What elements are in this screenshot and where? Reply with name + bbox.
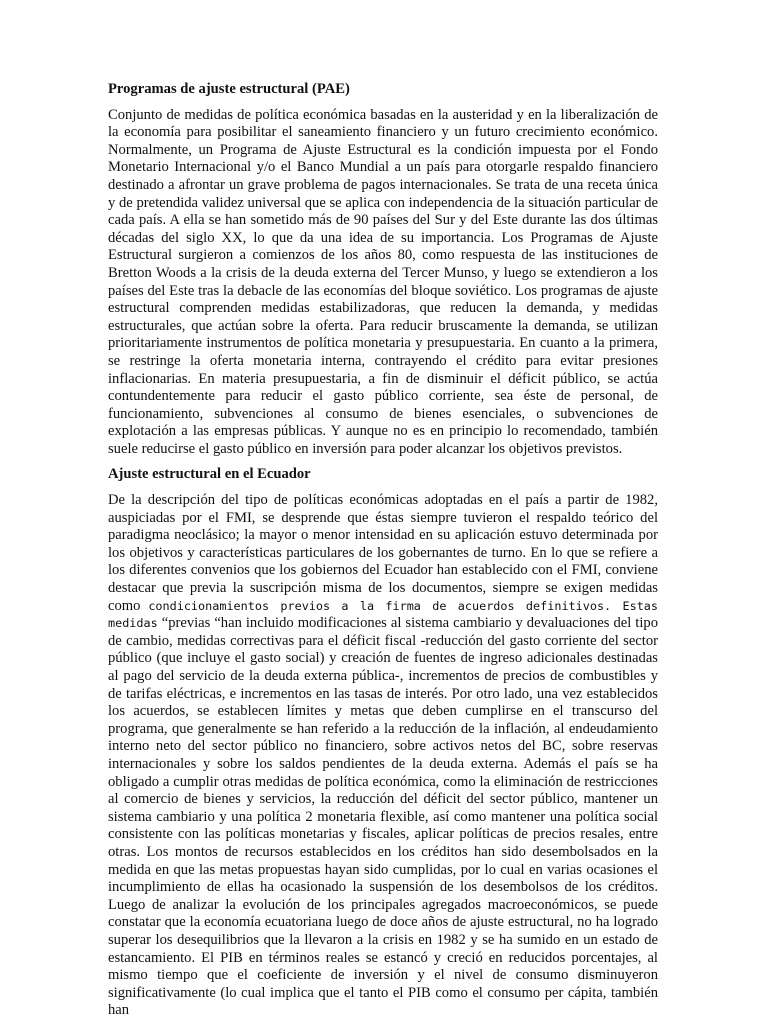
paragraph-pae: Conjunto de medidas de política económica basadas en la austeridad y en la liberalización de la economía para posibilitar el saneamiento financiero y un futuro crecimiento económico. Normalmente, un Programa de Ajuste Estructural es la condición impuesta por el Fondo Monetario Internacional y/o el Banco Mundial a un país para otorgarle respaldo financiero destinado a afrontar un grave problema de pagos internacionales. Se trata de una receta única y de pretendida validez universal que se aplica con independencia de la situación particular de cada país. A ella se han sometido más de 90 países del Sur y del Este durante las dos últimas décadas del siglo XX, lo que da una idea de su importancia. Los Programas de Ajuste Estructural surgieron a comienzos de los años 80, como respuesta de las instituciones de Bretton Woods a la crisis de la deuda externa del Tercer Munso, y luego se extendieron a los países del Este tras la debacle de las economías del bloque soviético. Los programas de ajuste estructural comprenden medidas estabilizadoras, que reducen la demanda, y medidas estructurales, que actúan sobre la oferta. Para reducir bruscamente la demanda, se utilizan prioritariamente instrumentos de política monetaria y presupuestaria. En cuanto a la primera, se restringe la oferta monetaria interna, contrayendo el crédito para evitar presiones inflacionarias. En materia presupuestaria, a fin de disminuir el déficit público, se actúa contundentemente para reducir el gasto público corriente, sea éste de personal, de funcionamiento, subvenciones al consumo de bienes esenciales, o subvenciones de explotación a las empresas públicas. Y aunque no es en principio lo recomendado, también suele reducirse el gasto público en inversión para poder alcanzar los objetivos previstos. — [108, 106, 658, 457]
paragraph-ecuador — [108, 492, 658, 1020]
section-heading-ecuador: Ajuste estructural en el Ecuador — [108, 466, 311, 483]
section-heading-pae: Programas de ajuste estructural (PAE) — [108, 81, 350, 97]
document-page — [108, 81, 658, 1028]
paragraph-ecuador-text-1: De la descripción del tipo de políticas económicas adoptadas en el país a partir de 1982, auspiciadas por el FMI, se desprende que éstas siempre tuvieron el respaldo teórico del paradigma neoclásico; la mayor o menor intensidad en su aplicación estuvo determinada por los objetivos y características particulares de los gobernantes de turno. En lo que se refiere a los diferentes convenios que los gobiernos del Ecuador han establecido con el FMI, conviene destacar que previa la suscripción misma de los documentos, siempre se exigen medidas como — [108, 492, 658, 614]
paragraph-ecuador-mono-text: condicionamientos previos a la firma de acuerdos definitivos. Estas medidas — [108, 598, 659, 631]
paragraph-ecuador-text-2: “previas “han incluido modificaciones al sistema cambiario y devaluaciones del tipo de cambio, medidas correctivas para el déficit fiscal -reducción del gasto corriente del sector público (que incluye el gasto social) y creación de fuentes de ingreso adicionales destinadas al pago del servicio de la deuda externa pública-, incrementos de precios de combustibles y de tarifas eléctricas, e incrementos en las tasas de interés. Por otro lado, una vez establecidos los acuerdos, se establecen límites y metas que deben cumplirse en el transcurso del programa, que generalmente se han referido a la reducción de la inflación, al endeudamiento interno neto del sector público no financiero, sobre activos netos del BC, sobre reservas internacionales y sobre los saldos pendientes de la deuda externa. Además el país se ha obligado a cumplir otras medidas de política económica, como la eliminación de restricciones al comercio de bienes y servicios, la reducción del déficit del sector público, mantener un sistema cambiario y una política 2 monetaria flexible, así como mantener una política social consistente con las políticas monetarias y fiscales, aplicar políticas de precios resales, entre otras. Los montos de recursos establecidos en los créditos han sido desembolsados en la medida en que las metas propuestas hayan sido cumplidas, por lo cual en varias ocasiones el incumplimiento de ellas ha ocasionado la suspensión de los desembolsos de los créditos. Luego de analizar la evolución de los principales agregados macroeconómicos, se puede constatar que la economía ecuatoriana luego de doce años de ajuste estructural, no ha logrado superar los desequilibrios que la llevaron a la crisis en 1982 y se ha sumido en un estado de estancamiento. El PIB en términos reales se estancó y creció en reducidos porcentajes, al mismo tiempo que el coeficiente de inversión y el nivel de consumo disminuyeron significativamente (lo cual implica que el tanto el PIB como el consumo per cápita, también han — [108, 615, 658, 1019]
